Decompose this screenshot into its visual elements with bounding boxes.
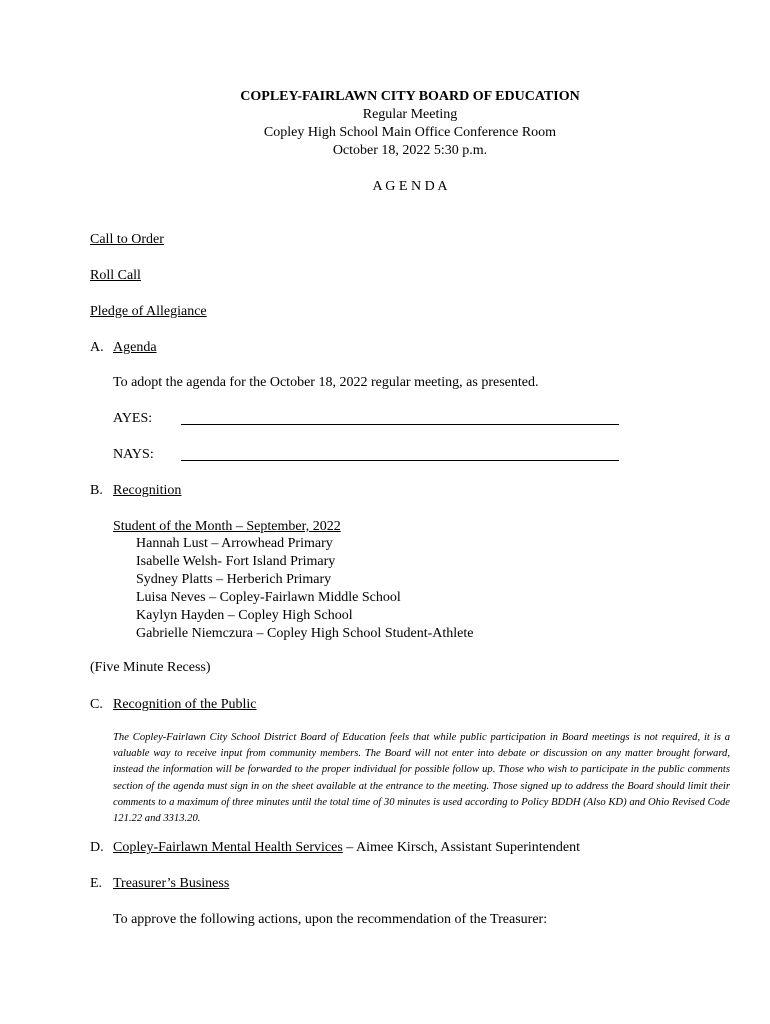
section-d-letter: D. <box>90 840 104 855</box>
section-e-title: Treasurer’s Business <box>113 876 230 891</box>
agenda-heading: A G E N D A <box>372 179 448 194</box>
section-d-presenter: – Aimee Kirsch, Assistant Superintendent <box>342 840 580 855</box>
section-a-title: Agenda <box>113 340 157 355</box>
treasurer-intro: To approve the following actions, upon the recommendation of the Treasurer: <box>113 912 548 927</box>
list-item: Hannah Lust – Arrowhead Primary <box>136 536 333 551</box>
section-d-line <box>113 839 580 857</box>
student-of-month-heading: Student of the Month – September, 2022 <box>113 519 341 534</box>
section-a-letter: A. <box>90 340 104 355</box>
public-comment-policy: The Copley-Fairlawn City School District Board of Education feels that while public participation in Board meetings is not required, it is a valuable way to receive input from community members. The Board will not enter into debate or discussion on any matter brought forward, instead the information will be forwarded to the proper individual for possible follow up. Those who wish to participate in the public comments section of the agenda must sign in on the sheet available at the entrance to the meeting. Those signed up to address the Board should limit their comments to a maximum of three minutes until the total time of 30 minutes is used according to Policy BDDH (Also KD) and Ohio Revised Code 121.22 and 3313.20. <box>113 732 730 825</box>
board-title: COPLEY-FAIRLAWN CITY BOARD OF EDUCATION <box>240 89 580 104</box>
section-b-title: Recognition <box>113 483 182 498</box>
list-item: Isabelle Welsh- Fort Island Primary <box>136 554 336 569</box>
nays-label: NAYS: <box>113 447 154 462</box>
section-d-title: Copley-Fairlawn Mental Health Services <box>113 840 343 855</box>
ayes-label: AYES: <box>113 411 153 426</box>
section-c-title: Recognition of the Public <box>113 697 257 712</box>
agenda-motion: To adopt the agenda for the October 18, 2022 regular meeting, as presented. <box>113 375 539 390</box>
meeting-type: Regular Meeting <box>362 107 458 122</box>
roll-call: Roll Call <box>90 268 141 283</box>
list-item: Gabrielle Niemczura – Copley High School Student-Athlete <box>136 626 474 641</box>
pledge-of-allegiance: Pledge of Allegiance <box>90 304 207 319</box>
list-item: Luisa Neves – Copley-Fairlawn Middle School <box>136 590 401 605</box>
recess-note: (Five Minute Recess) <box>90 660 211 675</box>
ayes-line <box>181 424 619 425</box>
list-item: Sydney Platts – Herberich Primary <box>136 572 332 587</box>
meeting-datetime: October 18, 2022 5:30 p.m. <box>332 143 488 158</box>
nays-line <box>181 460 619 461</box>
meeting-location: Copley High School Main Office Conference Room <box>263 125 557 140</box>
section-e-letter: E. <box>90 876 103 891</box>
list-item: Kaylyn Hayden – Copley High School <box>136 608 353 623</box>
call-to-order: Call to Order <box>90 232 164 247</box>
section-c-letter: C. <box>90 697 103 712</box>
section-b-letter: B. <box>90 483 103 498</box>
